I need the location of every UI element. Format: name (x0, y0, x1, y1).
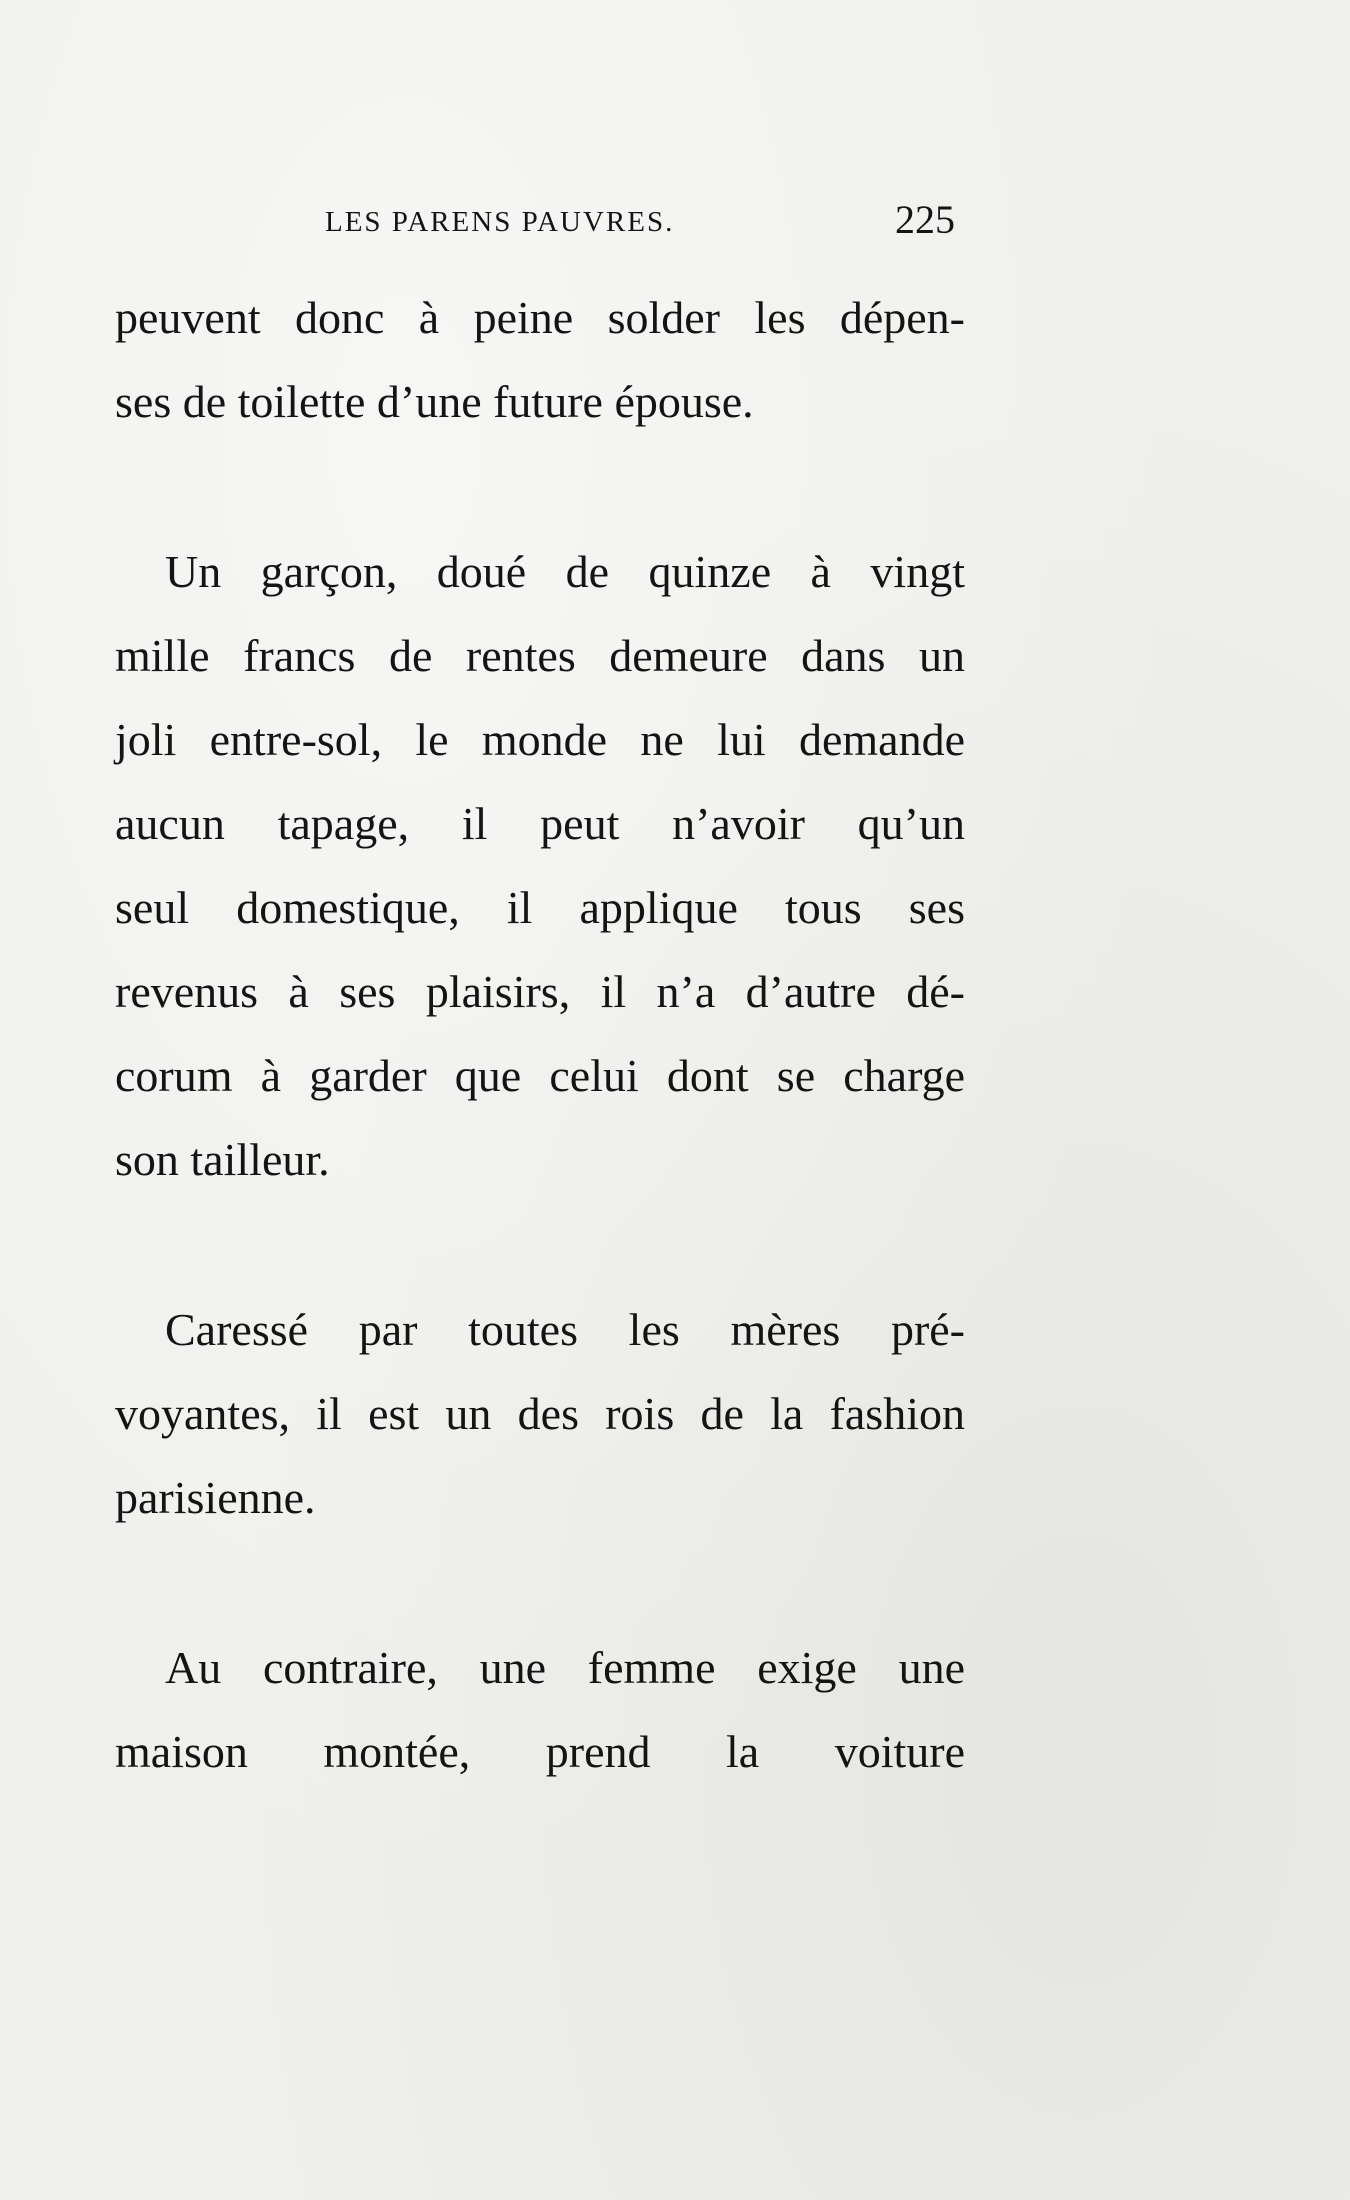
paragraph-gap (115, 1540, 965, 1626)
running-head (115, 196, 955, 246)
text-line: son tailleur. (115, 1134, 330, 1185)
text-line: peuvent donc à peine solder les dépen- (115, 292, 965, 343)
page-number: 225 (895, 197, 955, 242)
paragraph (115, 1626, 965, 1794)
text-line: Au contraire, une femme exige une (165, 1642, 965, 1693)
text-line: maison montée, prend la voiture (115, 1726, 965, 1777)
text-line: aucun tapage, il peut n’avoir qu’un (115, 798, 965, 849)
paragraph-gap (115, 1202, 965, 1288)
text-line: voyantes, il est un des rois de la fashion (115, 1388, 965, 1439)
text-line: corum à garder que celui dont se charge (115, 1050, 965, 1101)
text-line: revenus à ses plaisirs, il n’a d’autre dé- (115, 966, 965, 1017)
paragraph (115, 276, 965, 444)
body-text (115, 276, 965, 1794)
text-line: seul domestique, il applique tous ses (115, 882, 965, 933)
text-line: joli entre-sol, le monde ne lui demande (115, 714, 965, 765)
text-line: parisienne. (115, 1472, 316, 1523)
running-title: LES PARENS PAUVRES. (325, 206, 675, 238)
text-line: Un garçon, doué de quinze à vingt (165, 546, 965, 597)
paragraph (115, 1288, 965, 1540)
paragraph (115, 530, 965, 1202)
text-line: mille francs de rentes demeure dans un (115, 630, 965, 681)
paragraph-gap (115, 444, 965, 530)
text-line: Caressé par toutes les mères pré- (165, 1304, 965, 1355)
text-line: ses de toilette d’une future épouse. (115, 376, 754, 427)
